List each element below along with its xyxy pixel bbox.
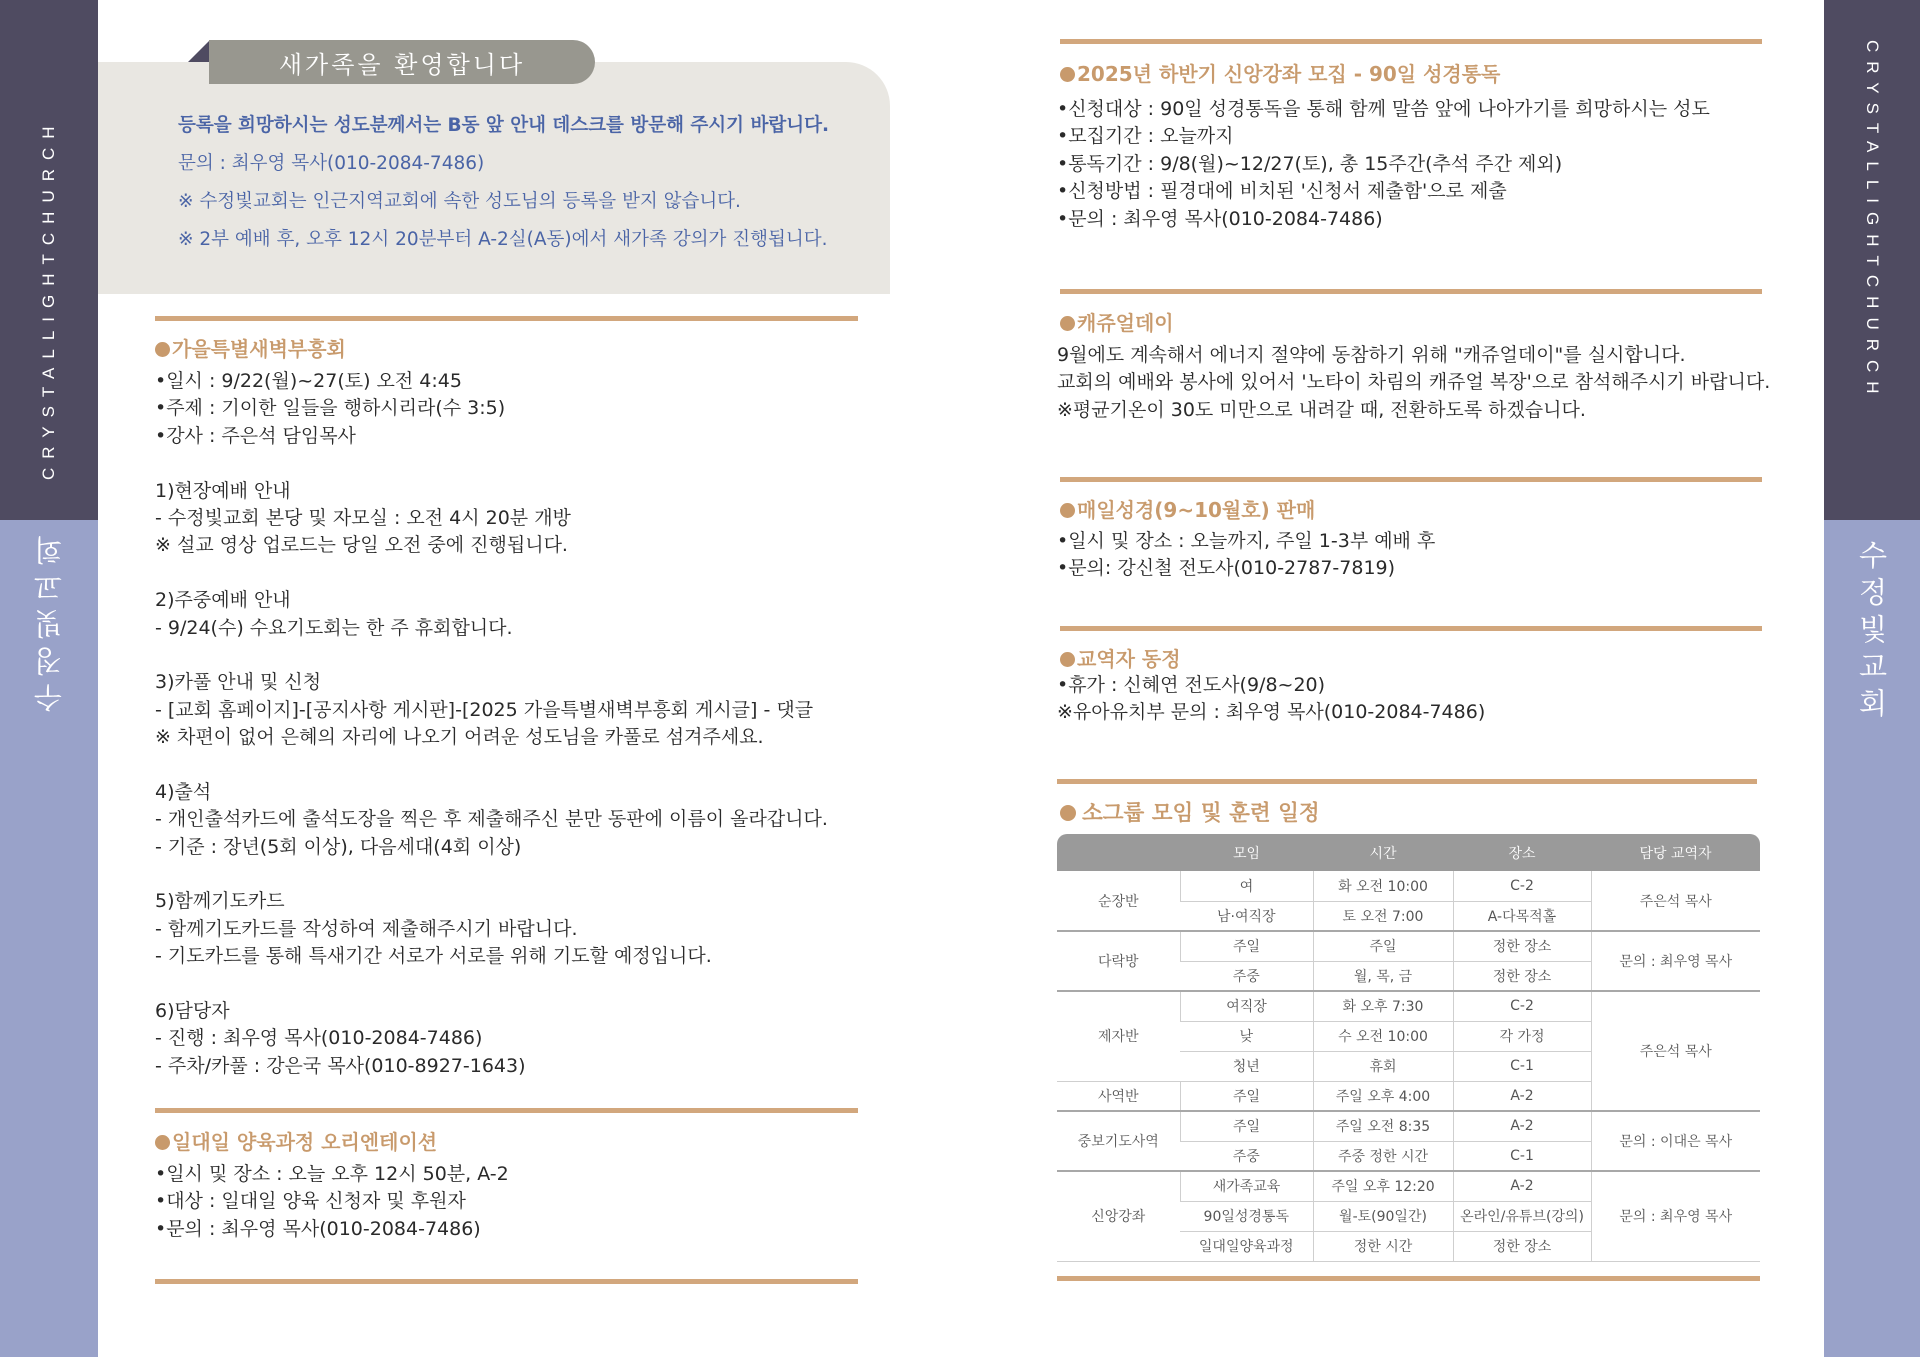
table-cell: 주일	[1313, 931, 1453, 961]
text-line: ※ 설교 영상 업로드는 당일 오전 중에 진행됩니다.	[155, 534, 568, 557]
table-cell: A-다목적홀	[1453, 901, 1591, 931]
table-cell: 주중 정한 시간	[1313, 1141, 1453, 1171]
ministers-title-text: 교역자 동정	[1077, 647, 1181, 671]
group-cell: 제자반	[1057, 991, 1180, 1081]
right-side-band	[1824, 0, 1920, 1357]
table-cell: 남·여직장	[1180, 901, 1313, 931]
section-rule	[1060, 39, 1762, 44]
group-cell: 중보기도사역	[1057, 1111, 1180, 1171]
section-rule	[1060, 626, 1762, 631]
text-line: - 기준 : 장년(5회 이상), 다음세대(4회 이상)	[155, 835, 522, 858]
dailybible-content	[1057, 528, 1435, 583]
table-cell: 정한 시간	[1313, 1231, 1453, 1261]
line-gap	[155, 642, 828, 669]
welcome-line: 문의 : 최우영 목사(010-2084-7486)	[178, 153, 485, 174]
table-header-cell: 모임	[1180, 834, 1313, 871]
table-cell: 낮	[1180, 1021, 1313, 1051]
dailybible-title	[1060, 494, 1315, 523]
table-cell: 주일	[1180, 1081, 1313, 1111]
table-cell: 정한 장소	[1453, 1231, 1591, 1261]
text-line: •일시 : 9/22(월)~27(토) 오전 4:45	[155, 370, 462, 392]
church-name-korean: 수정빛교회	[32, 528, 67, 713]
text-line: •대상 : 일대일 양육 신청자 및 후원자	[155, 1190, 466, 1213]
table-cell: A-2	[1453, 1081, 1591, 1111]
table-header-cell: 담당 교역자	[1591, 834, 1760, 871]
table-header-row	[1057, 834, 1760, 871]
group-cell: 순장반	[1057, 871, 1180, 931]
revival-title-text: 가을특별새벽부흥회	[172, 337, 346, 361]
table-header-cell	[1057, 834, 1180, 871]
minister-cell: 주은석 목사	[1591, 991, 1760, 1111]
text-line: - 주차/카풀 : 강은국 목사(010-8927-1643)	[155, 1054, 526, 1077]
ministers-content	[1057, 672, 1485, 727]
line-gap	[155, 560, 828, 587]
table-cell: A-2	[1453, 1171, 1591, 1201]
table-cell: 여직장	[1180, 991, 1313, 1021]
text-line: - 개인출석카드에 출석도장을 찍은 후 제출해주신 분만 동판에 이름이 올라갑니다.	[155, 808, 828, 831]
minister-cell: 문의 : 최우영 목사	[1591, 931, 1760, 991]
text-line: •문의 : 최우영 목사(010-2084-7486)	[1057, 207, 1383, 230]
text-line: •문의: 강신철 전도사(010-2787-7819)	[1057, 557, 1396, 580]
schedule-table	[1057, 834, 1760, 1262]
orientation-title-text: 일대일 양육과정 오리엔테이션	[172, 1130, 438, 1154]
text-line: •강사 : 주은석 담임목사	[155, 424, 356, 447]
table-cell: 주일 오후 4:00	[1313, 1081, 1453, 1111]
welcome-line: 등록을 희망하시는 성도분께서는 B동 앞 안내 데스크를 방문해 주시기 바랍니다.	[178, 115, 829, 136]
minister-cell: 문의 : 최우영 목사	[1591, 1171, 1760, 1261]
table-row	[1057, 1111, 1760, 1141]
table-cell: 90일성경통독	[1180, 1201, 1313, 1231]
bible90-content	[1057, 96, 1710, 233]
table-row	[1057, 871, 1760, 901]
section-rule	[155, 1279, 858, 1284]
section-rule	[1057, 779, 1757, 784]
table-cell: 주중	[1180, 961, 1313, 991]
text-line: •문의 : 최우영 목사(010-2084-7486)	[155, 1217, 481, 1240]
table-cell: C-1	[1453, 1141, 1591, 1171]
bullet-dot-icon	[1060, 503, 1075, 518]
welcome-title: 새가족을 환영합니다	[209, 40, 595, 84]
text-line: 2)주중예배 안내	[155, 589, 291, 612]
text-line: 6)담당자	[155, 999, 230, 1022]
text-line: •신청대상 : 90일 성경통독을 통해 함께 말씀 앞에 나아가기를 희망하시는 성도	[1057, 98, 1710, 120]
table-cell: 정한 장소	[1453, 961, 1591, 991]
table-cell: 휴회	[1313, 1051, 1453, 1081]
church-name-korean: 수정빛교회	[1854, 540, 1889, 725]
welcome-line: ※ 수정빛교회는 인근지역교회에 속한 성도님의 등록을 받지 않습니다.	[178, 191, 741, 212]
table-cell: C-2	[1453, 991, 1591, 1021]
table-cell: 월-토(90일간)	[1313, 1201, 1453, 1231]
text-line: - 진행 : 최우영 목사(010-2084-7486)	[155, 1027, 483, 1050]
welcome-text	[178, 112, 878, 264]
group-cell: 신앙강좌	[1057, 1171, 1180, 1261]
table-cell: C-2	[1453, 871, 1591, 901]
text-line: - 수정빛교회 본당 및 자모실 : 오전 4시 20분 개방	[155, 506, 571, 529]
casual-content	[1057, 342, 1770, 424]
section-rule	[1057, 1276, 1760, 1281]
schedule-title	[1060, 796, 1320, 827]
text-line: •주제 : 기이한 일들을 행하시리라(수 3:5)	[155, 397, 506, 420]
text-line: - 9/24(수) 수요기도회는 한 주 휴회합니다.	[155, 616, 513, 639]
table-row	[1057, 991, 1760, 1021]
line-gap	[155, 861, 828, 888]
text-line: 5)함께기도카드	[155, 890, 285, 913]
table-cell: 일대일양육과정	[1180, 1231, 1313, 1261]
welcome-line: ※ 2부 예배 후, 오후 12시 20분부터 A-2실(A동)에서 새가족 강의가 진행됩니다.	[178, 229, 828, 250]
table-cell: A-2	[1453, 1111, 1591, 1141]
section-rule	[1060, 477, 1762, 482]
group-cell: 다락방	[1057, 931, 1180, 991]
table-cell: 주중	[1180, 1141, 1313, 1171]
section-rule	[1060, 289, 1762, 294]
bullet-dot-icon	[155, 342, 170, 357]
table-header-cell: 시간	[1313, 834, 1453, 871]
text-line: •일시 및 장소 : 오늘까지, 주일 1-3부 예배 후	[1057, 530, 1436, 552]
text-line: - [교회 홈페이지]-[공지사항 게시판]-[2025 가을특별새벽부흥회 게시글] - 댓글	[155, 698, 814, 721]
text-line: ※유아유치부 문의 : 최우영 목사(010-2084-7486)	[1057, 701, 1486, 724]
text-line: •신청방법 : 필경대에 비치된 '신청서 제출함'으로 제출	[1057, 180, 1507, 203]
table-row	[1057, 931, 1760, 961]
casual-title	[1060, 307, 1174, 336]
text-line: 4)출석	[155, 780, 212, 803]
text-line: ※ 차편이 없어 은혜의 자리에 나오기 어려운 성도님을 카풀로 섬겨주세요.	[155, 726, 764, 749]
table-cell: 주일	[1180, 1111, 1313, 1141]
text-line: - 함께기도카드를 작성하여 제출해주시기 바랍니다.	[155, 917, 578, 940]
text-line: 교회의 예배와 봉사에 있어서 '노타이 차림의 캐쥬얼 복장'으로 참석해주시기 바랍니다.	[1057, 371, 1771, 394]
dailybible-title-text: 매일성경(9~10월호) 판매	[1077, 498, 1316, 522]
table-cell: 청년	[1180, 1051, 1313, 1081]
revival-content	[155, 368, 828, 1080]
table-cell: 수 오전 10:00	[1313, 1021, 1453, 1051]
table-cell: 각 가정	[1453, 1021, 1591, 1051]
table-header-cell: 장소	[1453, 834, 1591, 871]
revival-title	[155, 333, 346, 362]
line-gap	[155, 971, 828, 998]
table-cell: 토 오전 7:00	[1313, 901, 1453, 931]
bible90-title	[1060, 58, 1500, 87]
text-line: 3)카풀 안내 및 신청	[155, 671, 322, 694]
group-cell: 사역반	[1057, 1081, 1180, 1111]
line-gap	[155, 450, 828, 477]
table-cell: 주일 오전 8:35	[1313, 1111, 1453, 1141]
bullet-dot-icon	[1060, 805, 1076, 821]
section-rule	[155, 1108, 858, 1113]
casual-title-text: 캐쥬얼데이	[1077, 311, 1174, 335]
church-name-english: CRYSTALLIGHTCHURCH	[39, 117, 58, 480]
table-row	[1057, 1171, 1760, 1201]
bullet-dot-icon	[1060, 652, 1075, 667]
schedule-title-text: 소그룹 모임 및 훈련 일정	[1082, 801, 1320, 826]
table-cell: C-1	[1453, 1051, 1591, 1081]
bullet-dot-icon	[1060, 316, 1075, 331]
minister-cell: 주은석 목사	[1591, 871, 1760, 931]
text-line: ※평균기온이 30도 미만으로 내려갈 때, 전환하도록 하겠습니다.	[1057, 398, 1586, 421]
table-cell: 화 오후 7:30	[1313, 991, 1453, 1021]
table-cell: 주일 오후 12:20	[1313, 1171, 1453, 1201]
bible90-title-text: 2025년 하반기 신앙강좌 모집 - 90일 성경통독	[1077, 62, 1501, 86]
section-rule	[155, 316, 858, 321]
bullet-dot-icon	[155, 1135, 170, 1150]
table-cell: 새가족교육	[1180, 1171, 1313, 1201]
welcome-tab-notch	[188, 40, 210, 62]
text-line: •일시 및 장소 : 오늘 오후 12시 50분, A-2	[155, 1163, 509, 1185]
church-name-english: CRYSTALLIGHTCHURCH	[1863, 40, 1882, 403]
text-line: 1)현장예배 안내	[155, 479, 291, 502]
table-cell: 화 오전 10:00	[1313, 871, 1453, 901]
text-line: •모집기간 : 오늘까지	[1057, 125, 1234, 148]
text-line: 9월에도 계속해서 에너지 절약에 동참하기 위해 "캐쥬얼데이"를 실시합니다.	[1057, 344, 1686, 366]
text-line: •통독기간 : 9/8(월)~12/27(토), 총 15주간(추석 주간 제외)	[1057, 152, 1563, 175]
orientation-content	[155, 1161, 509, 1243]
table-cell: 주일	[1180, 931, 1313, 961]
line-gap	[155, 751, 828, 778]
text-line: - 기도카드를 통해 특새기간 서로가 서로를 위해 기도할 예정입니다.	[155, 945, 712, 968]
left-side-band	[0, 0, 98, 1357]
table-cell: 여	[1180, 871, 1313, 901]
table-cell: 온라인/유튜브(강의)	[1453, 1201, 1591, 1231]
table-cell: 정한 장소	[1453, 931, 1591, 961]
bullet-dot-icon	[1060, 67, 1075, 82]
ministers-title	[1060, 643, 1181, 672]
table-cell: 월, 목, 금	[1313, 961, 1453, 991]
minister-cell: 문의 : 이대은 목사	[1591, 1111, 1760, 1171]
orientation-title	[155, 1126, 437, 1155]
text-line: •휴가 : 신혜연 전도사(9/8~20)	[1057, 674, 1326, 696]
